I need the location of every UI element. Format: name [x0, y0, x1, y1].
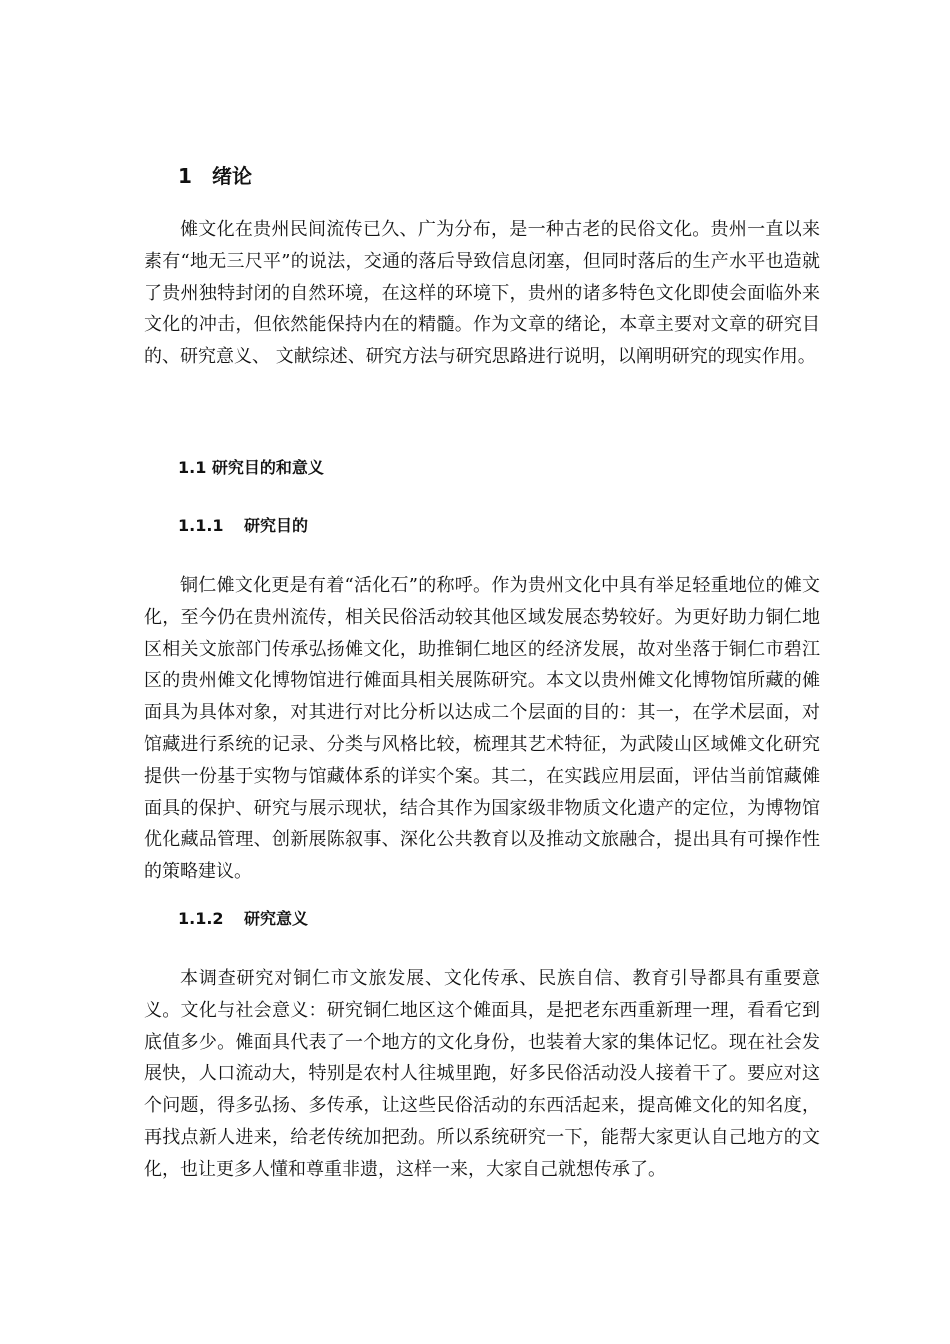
section-number-1-1-2: 1.1.2 [178, 909, 224, 928]
section-title-1-1-2: 研究意义 [244, 909, 309, 928]
research-significance-paragraph: 本调查研究对铜仁市文旅发展、文化传承、民族自信、教育引导都具有重要意义。文化与社会意义：研究铜仁地区这个傩面具，是把老东西重新理一理，看看它到底值多少。傩面具代表了一个地方的文化身份，也装着大家的集体记忆。现在社会发展快，人口流动大，特别是农村人往城里跑，好多民俗活动没人接着干了。要应对这个问题，得多弘扬、多传承，让这些民俗活动的东西活起来，提高傩文化的知名度，再找点新人进来，给老传统加把劲。所以系统研究一下，能帮大家更认自己地方的文化，也让更多人懂和尊重非遗，这样一来，大家自己就想传承了。 [144, 968, 820, 1180]
chapter-number: 1 [178, 164, 192, 188]
section-heading-1-1-2 [178, 907, 308, 931]
section-heading-1-1: 1.1 研究目的和意义 [178, 458, 324, 477]
section-title-1-1-1: 研究目的 [244, 516, 309, 535]
chapter-title: 绪论 [212, 164, 252, 188]
section-number-1-1-1: 1.1.1 [178, 516, 224, 535]
section-heading-1-1-1 [178, 514, 308, 538]
chapter-heading [178, 162, 252, 190]
research-purpose-paragraph: 铜仁傩文化更是有着“活化石”的称呼。作为贵州文化中具有举足轻重地位的傩文化，至今仍在贵州流传，相关民俗活动较其他区域发展态势较好。为更好助力铜仁地区相关文旅部门传承弘扬傩文化，助推铜仁地区的经济发展，故对坐落于铜仁市碧江区的贵州傩文化博物馆进行傩面具相关展陈研究。本文以贵州傩文化博物馆所藏的傩面具为具体对象，对其进行对比分析以达成二个层面的目的：其一，在学术层面，对馆藏进行系统的记录、分类与风格比较，梳理其艺术特征，为武陵山区域傩文化研究提供一份基于实物与馆藏体系的详实个案。其二，在实践应用层面，评估当前馆藏傩面具的保护、研究与展示现状，结合其作为国家级非物质文化遗产的定位，为博物馆优化藏品管理、创新展陈叙事、深化公共教育以及推动文旅融合，提出具有可操作性的策略建议。 [144, 575, 820, 883]
chapter-intro-paragraph: 傩文化在贵州民间流传已久、广为分布，是一种古老的民俗文化。贵州一直以来素有“地无三尺平”的说法，交通的落后导致信息闭塞，但同时落后的生产水平也造就了贵州独特封闭的自然环境，在这样的环境下，贵州的诸多特色文化即使会面临外来文化的冲击，但依然能保持内在的精髓。作为文章的绪论，本章主要对文章的研究目的、研究意义、 文献综述、研究方法与研究思路进行说明，以阐明研究的现实作用。 [144, 219, 820, 368]
